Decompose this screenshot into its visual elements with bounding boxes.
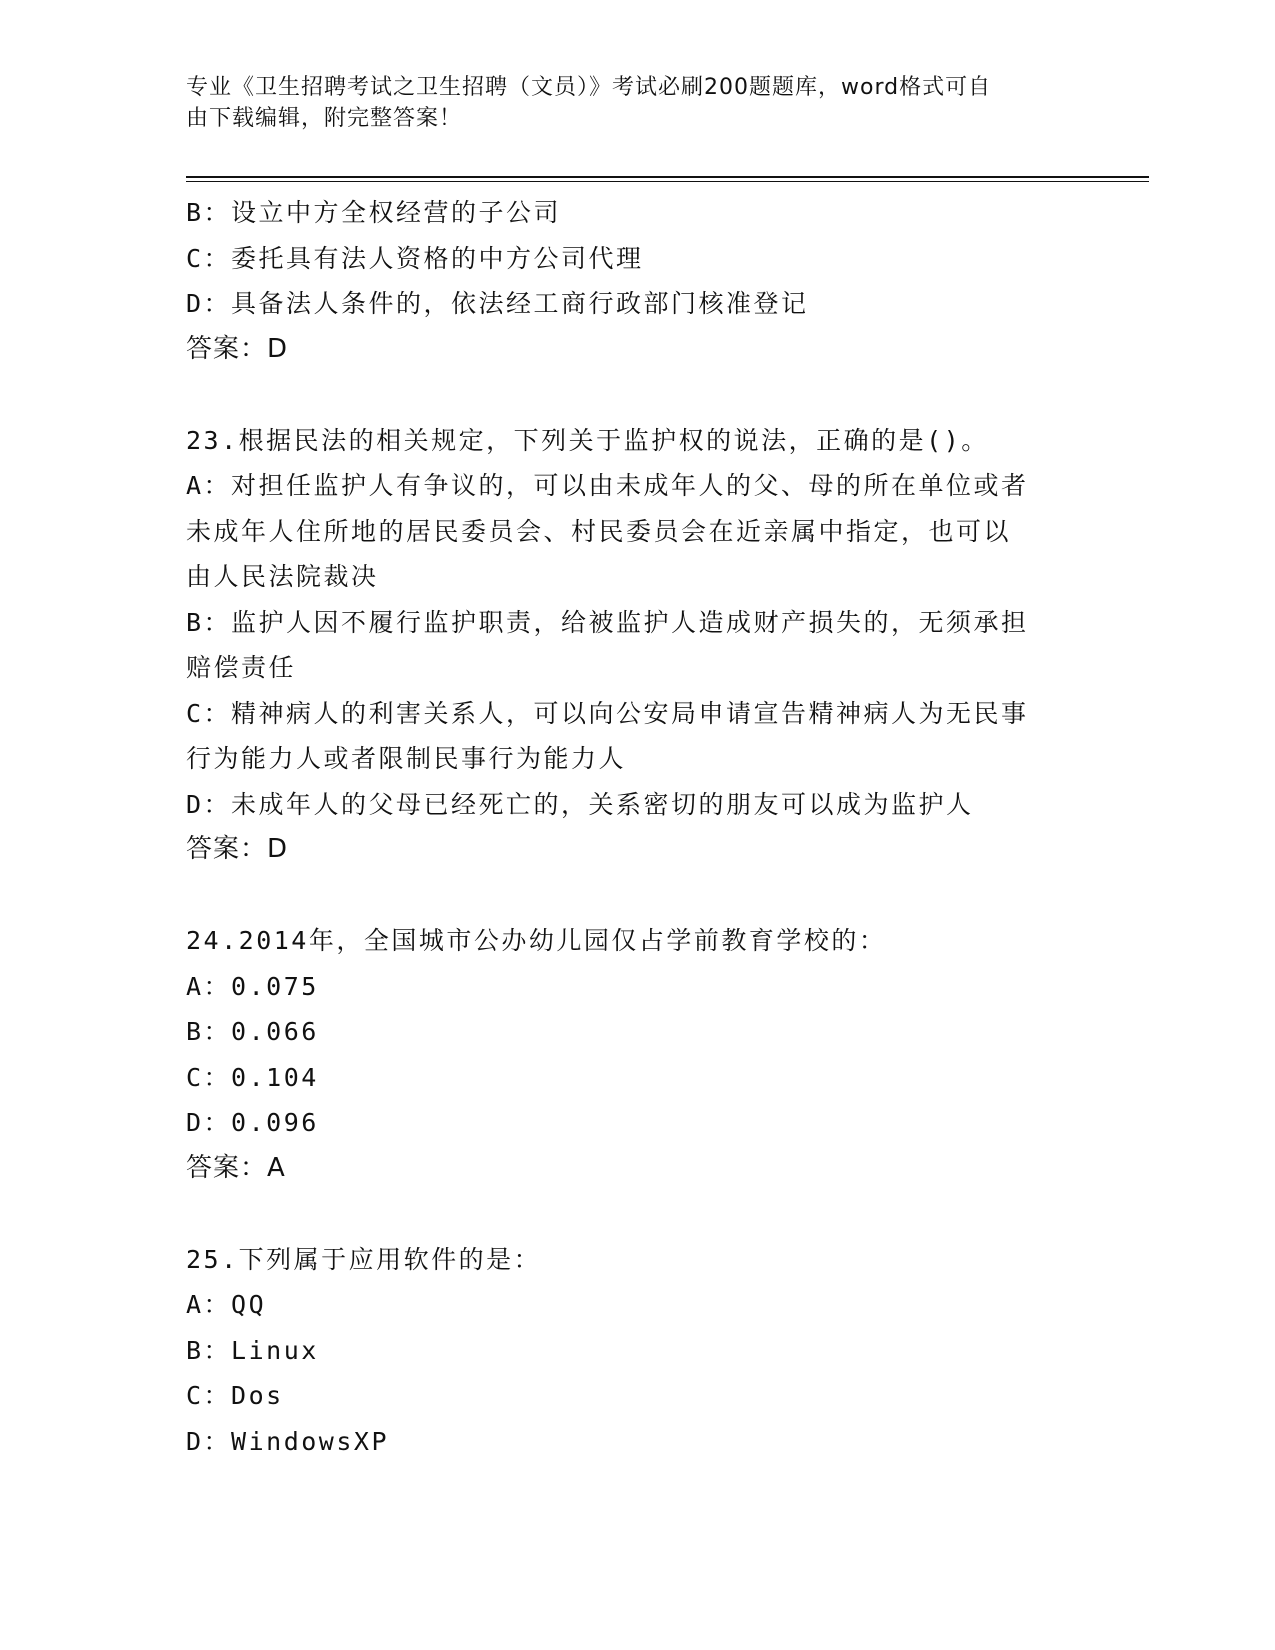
option-d: D：具备法人条件的，依法经工商行政部门核准登记 [186,289,809,318]
option-b: B：Linux [186,1335,319,1365]
option-c: C：0.104 [186,1062,319,1092]
option-c-cont: 行为能力人或者限制民事行为能力人 [186,744,627,773]
question-24 [186,918,1086,1191]
document-header [186,72,1066,134]
answer: 答案：A [186,1152,286,1183]
header-line-2: 由下载编辑，附完整答案！ [186,106,463,131]
question-content [186,190,1086,1464]
option-c: C：委托具有法人资格的中方公司代理 [186,243,644,273]
question-23 [186,418,1086,873]
previous-question-tail [186,190,1086,372]
question-25 [186,1237,1086,1465]
question-text: 23.根据民法的相关规定，下列关于监护权的说法，正确的是()。 [186,425,989,455]
option-d: D：未成年人的父母已经死亡的，关系密切的朋友可以成为监护人 [186,789,974,819]
question-text: 24.2014年，全国城市公办幼儿园仅占学前教育学校的： [186,926,887,955]
option-c: C：精神病人的利害关系人，可以向公安局申请宣告精神病人为无民事 [186,698,1029,728]
option-b: B：监护人因不履行监护职责，给被监护人造成财产损失的，无须承担 [186,607,1029,637]
header-divider-thin [186,181,1149,182]
option-a: A：0.075 [186,971,319,1001]
question-text: 25.下列属于应用软件的是： [186,1244,542,1274]
option-a-cont: 由人民法院裁决 [186,562,379,591]
header-divider-thick [186,176,1149,178]
option-d: D：0.096 [186,1108,319,1137]
option-b-cont: 赔偿责任 [186,653,297,682]
header-line-1: 专业《卫生招聘考试之卫生招聘（文员）》考试必刷200题题库，word格式可自 [186,75,992,100]
option-a: A：对担任监护人有争议的，可以由未成年人的父、母的所在单位或者 [186,471,1029,500]
option-b: B：0.066 [186,1017,319,1046]
option-c: C：Dos [186,1381,284,1410]
answer: 答案：D [186,333,289,364]
option-a: A：QQ [186,1290,267,1319]
option-a-cont: 未成年人住所地的居民委员会、村民委员会在近亲属中指定，也可以 [186,516,1012,546]
answer: 答案：D [186,834,289,864]
option-d: D：WindowsXP [186,1426,390,1456]
option-b: B：设立中方全权经营的子公司 [186,198,562,227]
